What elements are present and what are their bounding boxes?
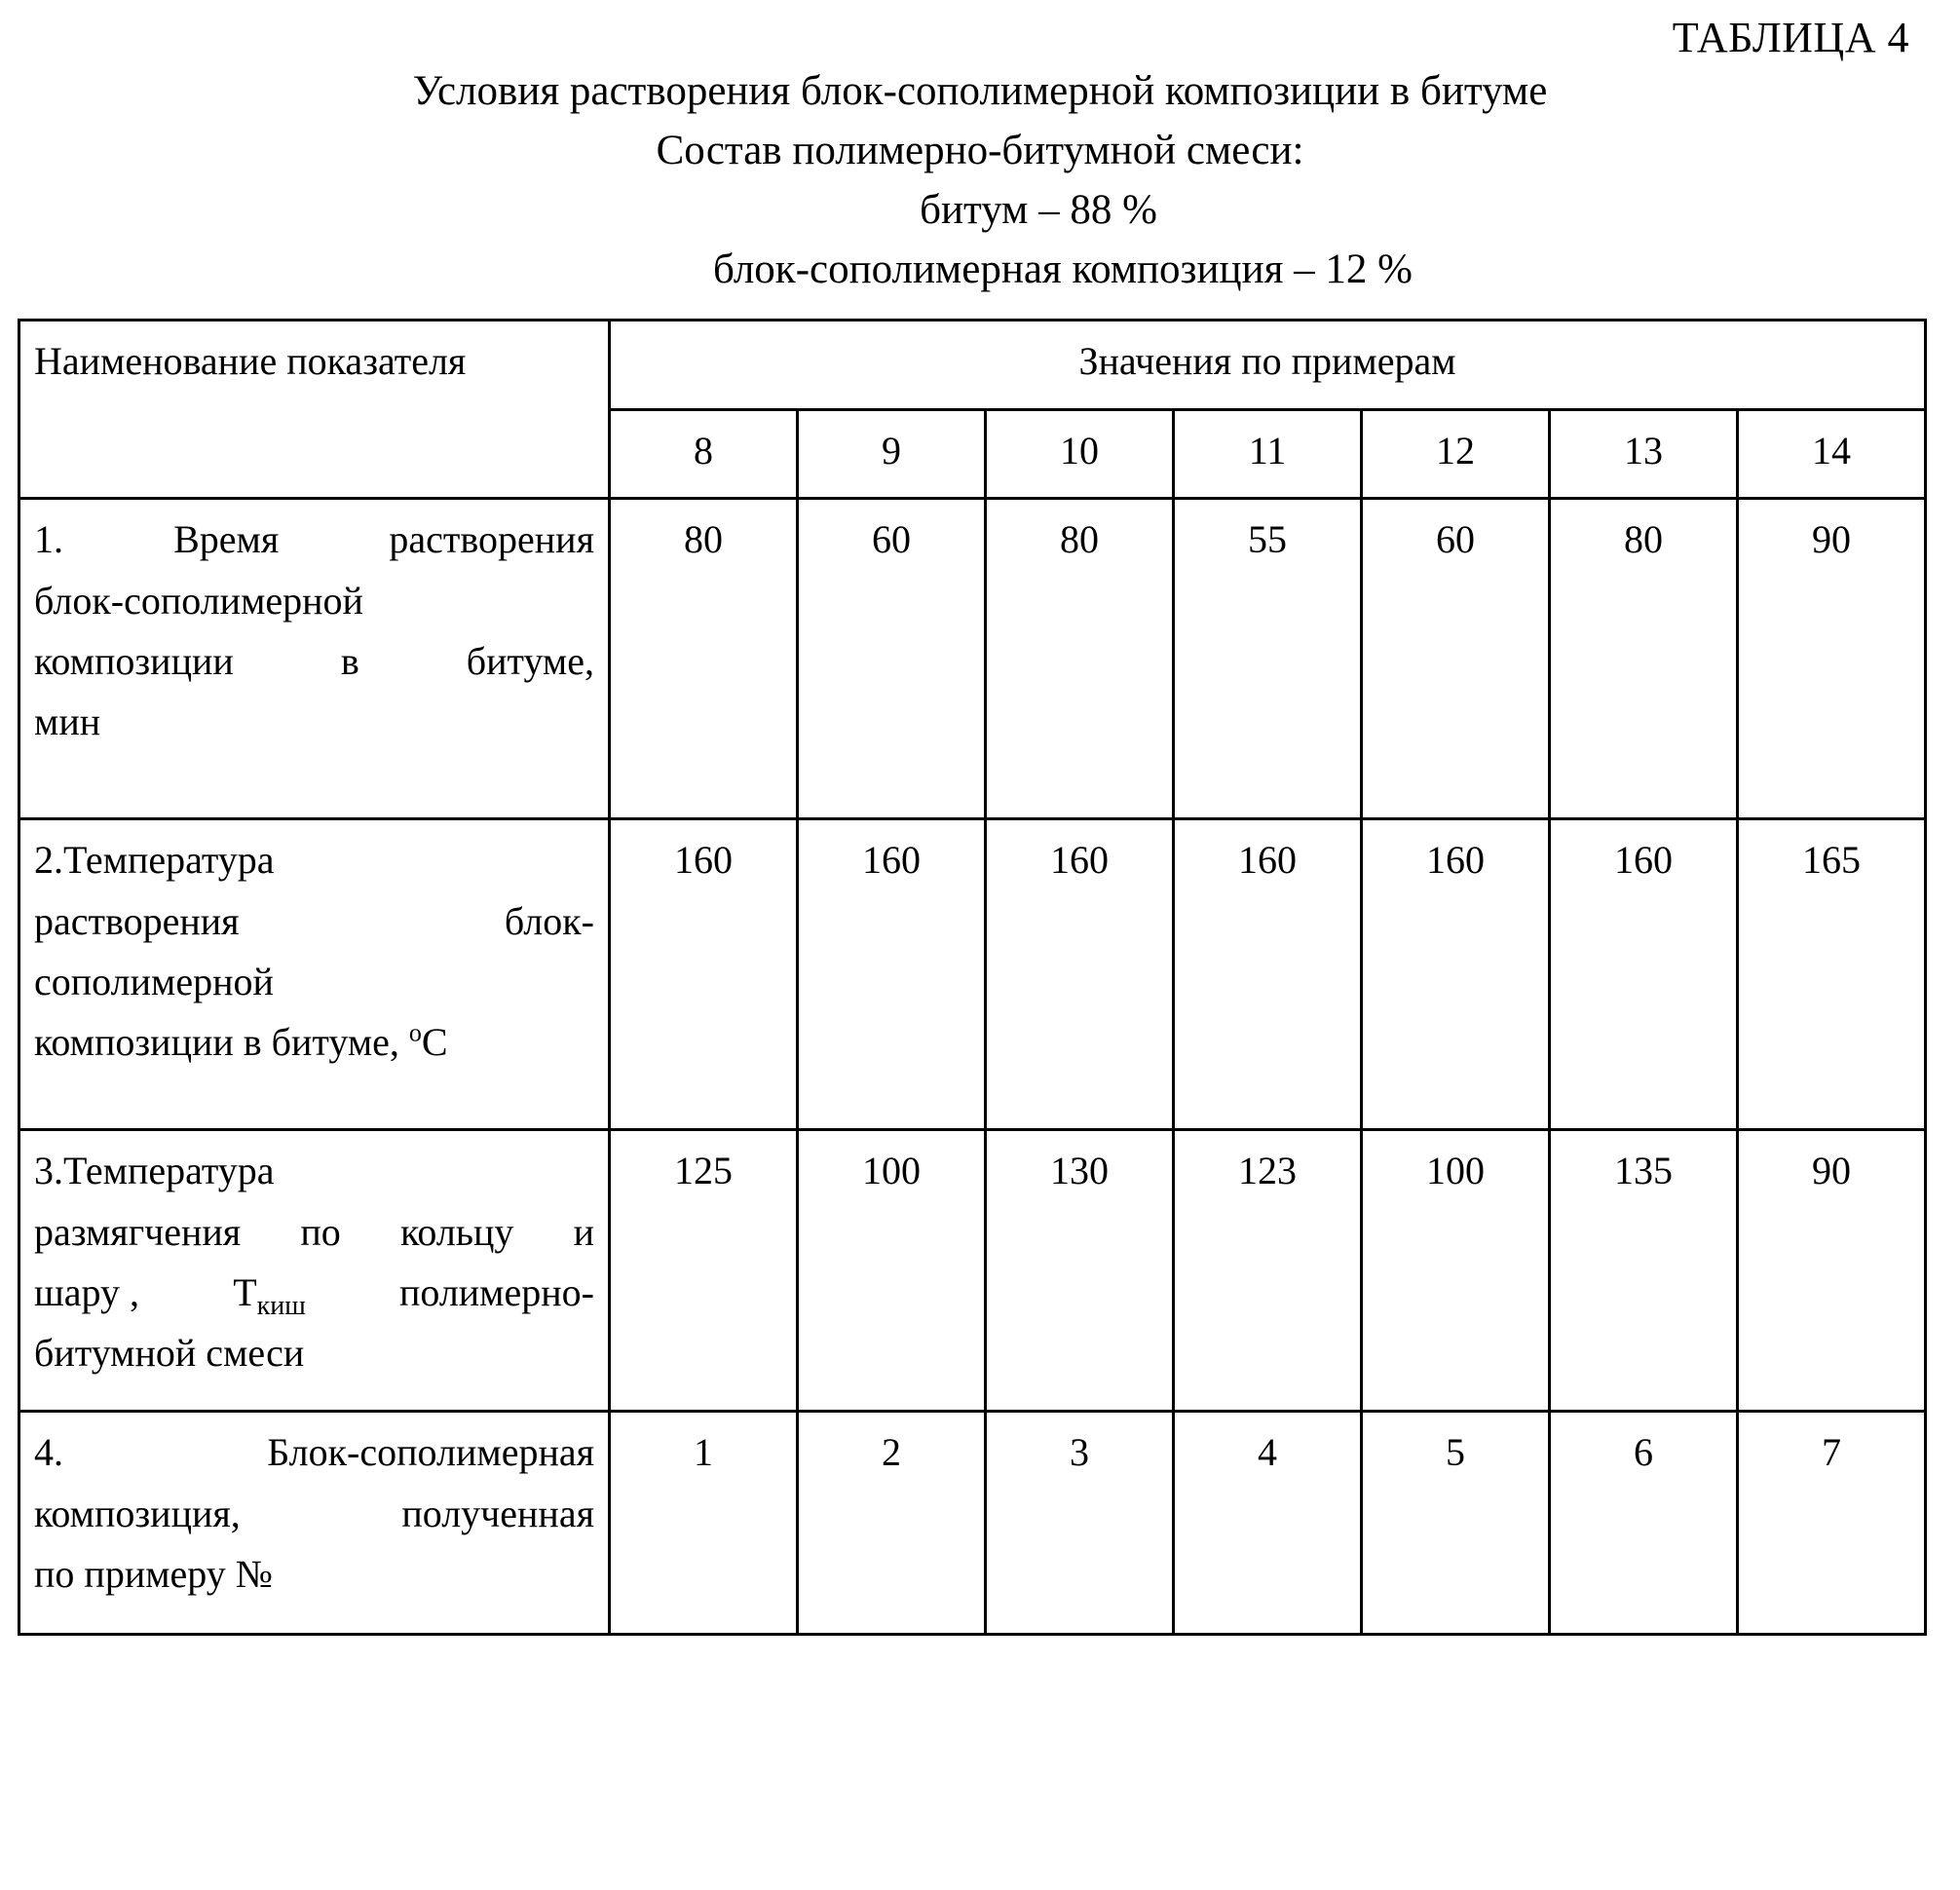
header-example-10: 10 (986, 409, 1174, 498)
row-4-value-13: 6 (1550, 1412, 1738, 1635)
row-3-value-8: 125 (610, 1130, 798, 1412)
row-4-value-8: 1 (610, 1412, 798, 1635)
header-example-9: 9 (798, 409, 986, 498)
row-2-value-9: 160 (798, 819, 986, 1130)
table-header-row-group (19, 321, 1926, 409)
row-4-value-9: 2 (798, 1412, 986, 1635)
header-values-group: Значения по примерам (610, 321, 1926, 409)
header-example-8: 8 (610, 409, 798, 498)
header-name-column: Наименование показателя (19, 321, 610, 499)
document-title (0, 61, 1960, 180)
data-table (18, 319, 1927, 1636)
row-label-1: 1. Время растворения блок-сополимерной композиции в битуме, мин (19, 499, 610, 819)
title-line-1: Условия растворения блок-сополимерной композиции в битуме (412, 68, 1548, 115)
header-example-11: 11 (1174, 409, 1362, 498)
row-1-value-14: 90 (1738, 499, 1926, 819)
row-1-value-9: 60 (798, 499, 986, 819)
row-2-value-10: 160 (986, 819, 1174, 1130)
row-4-value-10: 3 (986, 1412, 1174, 1635)
table-row (19, 499, 1926, 819)
row-4-value-11: 4 (1174, 1412, 1362, 1635)
row-2-value-8: 160 (610, 819, 798, 1130)
composition-line-2: блок-сополимерная композиция – 12 % (713, 246, 1413, 293)
row-label-2: 2.Температура растворения блок- сополимерной композиции в битуме, $^о$С (19, 819, 610, 1130)
row-1-value-8: 80 (610, 499, 798, 819)
row-1-value-12: 60 (1362, 499, 1550, 819)
row-3-value-11: 123 (1174, 1130, 1362, 1412)
row-1-value-10: 80 (986, 499, 1174, 819)
table-number: ТАБЛИЦА 4 (1672, 14, 1909, 61)
row-3-value-12: 100 (1362, 1130, 1550, 1412)
row-3-value-9: 100 (798, 1130, 986, 1412)
row-label-3: 3.Температура размягчения по кольцу и шару , $Т_{киш}$ полимерно- битумной смеси (19, 1130, 610, 1412)
row-2-value-12: 160 (1362, 819, 1550, 1130)
row-2-value-11: 160 (1174, 819, 1362, 1130)
row-2-value-14: 165 (1738, 819, 1926, 1130)
header-example-14: 14 (1738, 409, 1926, 498)
table-row (19, 1130, 1926, 1412)
row-1-value-13: 80 (1550, 499, 1738, 819)
composition-line-1: битум – 88 % (920, 187, 1157, 234)
row-3-value-14: 90 (1738, 1130, 1926, 1412)
row-label-4: 4. Блок-сополимерная композиция, полученная по примеру № (19, 1412, 610, 1635)
row-3-value-10: 130 (986, 1130, 1174, 1412)
row-4-value-12: 5 (1362, 1412, 1550, 1635)
header-example-12: 12 (1362, 409, 1550, 498)
table-row (19, 819, 1926, 1130)
row-1-value-11: 55 (1174, 499, 1362, 819)
row-4-value-14: 7 (1738, 1412, 1926, 1635)
header-example-13: 13 (1550, 409, 1738, 498)
table-row (19, 1412, 1926, 1635)
row-3-value-13: 135 (1550, 1130, 1738, 1412)
row-2-value-13: 160 (1550, 819, 1738, 1130)
title-line-2: Состав полимерно-битумной смеси: (656, 128, 1304, 174)
